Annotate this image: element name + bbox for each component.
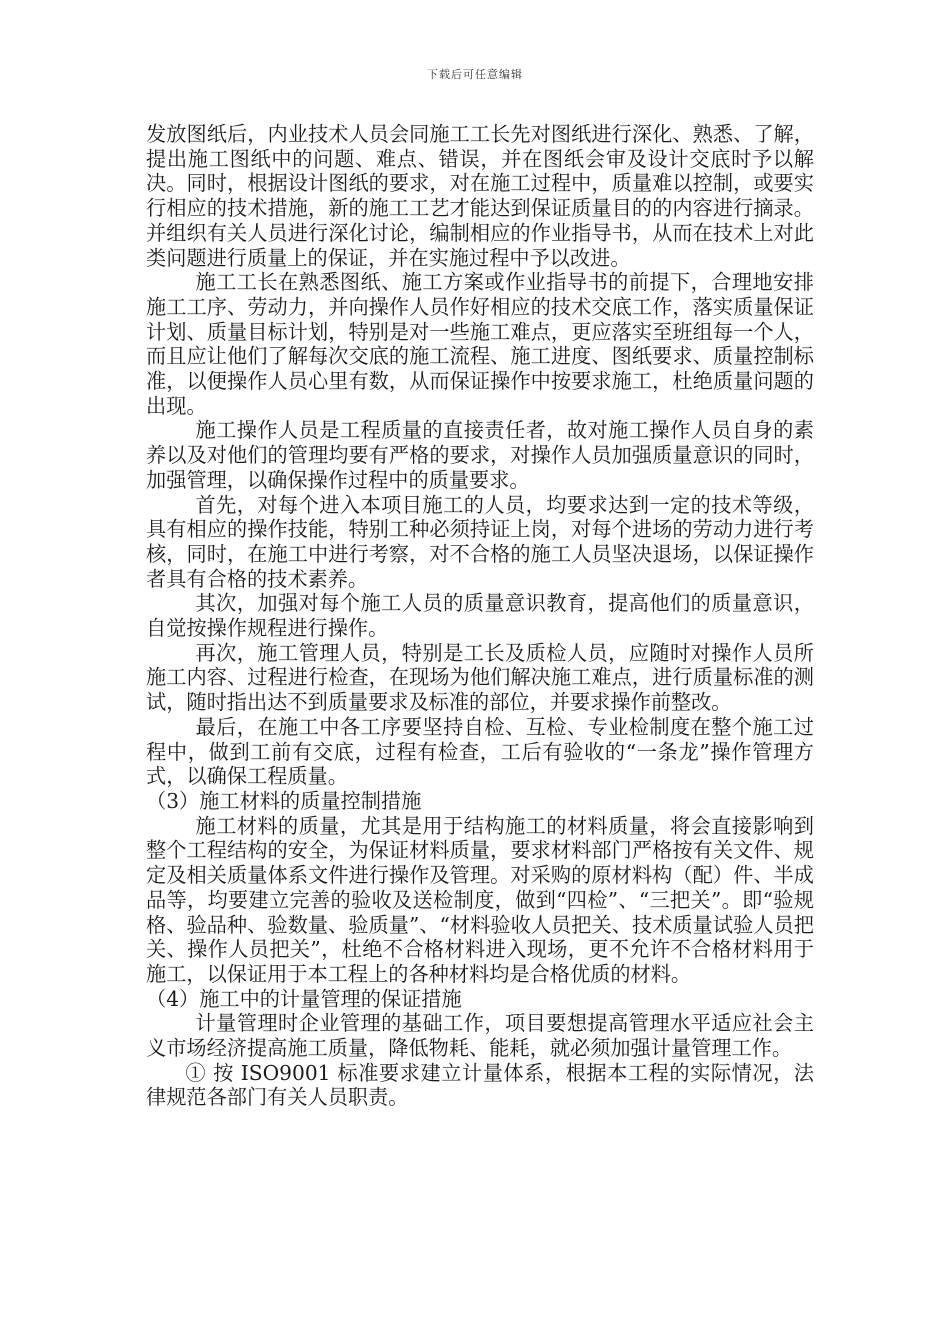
page-header: 下载后可任意编辑 [427,68,523,81]
paragraph-iso9001: ① 按 ISO9001 标准要求建立计量体系，根据本工程的实际情况，法律规范各部门有关人员职责。 [146,1060,814,1110]
paragraph-third: 再次，施工管理人员，特别是工长及质检人员，应随时对操作人员所施工内容、过程进行检查，在现场为他们解决施工难点，进行质量标准的测试，随时指出达不到质量要求及标准的部位，并要求操作前整改。 [146,640,814,715]
paragraph-drawing-review: 发放图纸后，内业技术人员会同施工工长先对图纸进行深化、熟悉、了解，提出施工图纸中的问题、难点、错误，并在图纸会审及设计交底时予以解决。同时，根据设计图纸的要求，对在施工过程中，质量难以控制，或要实行相应的技术措施，新的施工工艺才能达到保证质量目的的内容进行摘录。并组织有关人员进行深化讨论，编制相应的作业指导书，从而在技术上对此类问题进行质量上的保证，并在实施过程中予以改进。 [146,122,814,270]
document-body [146,122,814,1110]
paragraph-foreman-duties: 施工工长在熟悉图纸、施工方案或作业指导书的前提下，合理地安排施工工序、劳动力，并向操作人员作好相应的技术交底工作，落实质量保证计划、质量目标计划，特别是对一些施工难点，更应落实至班组每一个人，而且应让他们了解每次交底的施工流程、施工进度、图纸要求、质量控制标准，以便操作人员心里有数，从而保证操作中按要求施工，杜绝质量问题的出现。 [146,270,814,418]
section-heading-materials: （3）施工材料的质量控制措施 [146,788,422,813]
paragraph-second: 其次，加强对每个施工人员的质量意识教育，提高他们的质量意识，自觉按操作规程进行操作。 [146,591,814,641]
paragraph-operator-responsibility: 施工操作人员是工程质量的直接责任者，故对施工操作人员自身的素养以及对他们的管理均要有严格的要求，对操作人员加强质量意识的同时，加强管理，以确保操作过程中的质量要求。 [146,418,814,492]
paragraph-first: 首先，对每个进入本项目施工的人员，均要求达到一定的技术等级，具有相应的操作技能，特别工种必须持证上岗，对每个进场的劳动力进行考核，同时，在施工中进行考察，对不合格的施工人员坚决退场，以保证操作者具有合格的技术素养。 [146,492,814,591]
paragraph-metrology: 计量管理时企业管理的基础工作，项目要想提高管理水平适应社会主义市场经济提高施工质量，降低物耗、能耗，就必须加强计量管理工作。 [146,1011,814,1061]
paragraph-finally: 最后，在施工中各工序要坚持自检、互检、专业检制度在整个施工过程中，做到工前有交底，过程有检查，工后有验收的“一条龙”操作管理方式，以确保工程质量。 [146,714,814,789]
paragraph-materials: 施工材料的质量，尤其是用于结构施工的材料质量，将会直接影响到整个工程结构的安全，为保证材料质量，要求材料部门严格按有关文件、规定及相关质量体系文件进行操作及管理。对采购的原材料构（配）件、半成品等，均要建立完善的验收及送检制度，做到“四检”、“三把关”。即“验规格、验品种、验数量、验质量”、“材料验收人员把关、技术质量试验人员把关、操作人员把关”，杜绝不合格材料进入现场，更不允许不合格材料用于施工，以保证用于本工程上的各种材料均是合格优质的材料。 [146,813,814,986]
section-heading-metrology: （4）施工中的计量管理的保证措施 [146,986,462,1011]
